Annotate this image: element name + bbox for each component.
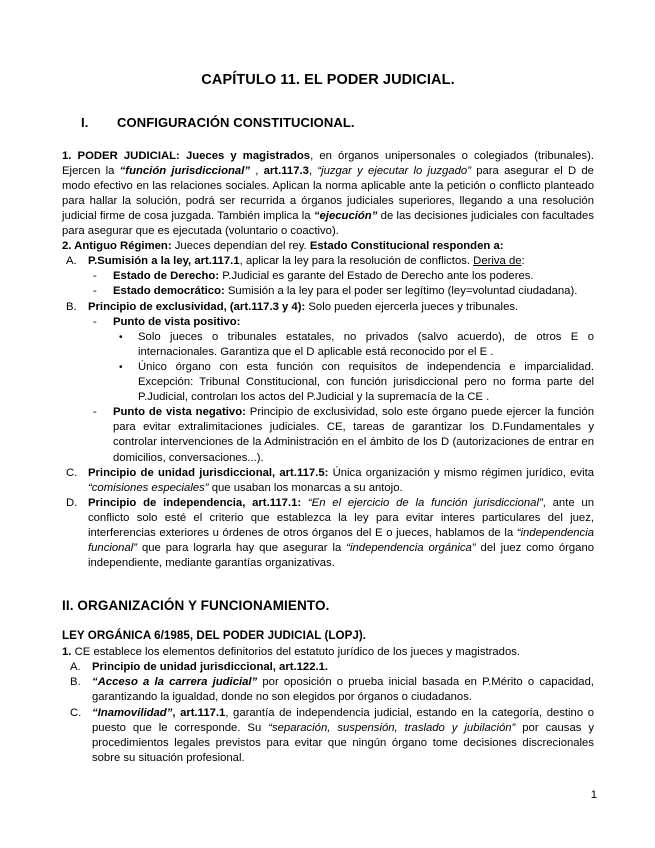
text-fragment: por oposición o prueba inicial basada en P.Mérito o capacidad, garantizando la igualdad, donde no son elegidos por órganos o ciudadanos. (92, 676, 594, 704)
text-fragment: del juez como órgano independiente, mediante garantías organizativas. (88, 542, 595, 570)
paragraph-antiguo-regimen (62, 239, 594, 254)
text-fragment: P.Judicial es garante del Estado de Derecho ante los poderes. (219, 270, 534, 283)
list-marker: C. (66, 466, 78, 479)
term-acceso-carrera-judicial: “Acceso a la carrera judicial” (92, 676, 258, 689)
page-title: CAPÍTULO 11. EL PODER JUDICIAL. (201, 72, 455, 88)
text-fragment: Única organización y mismo régimen jurídico, evita (328, 466, 594, 479)
text-fragment: , en órganos unipersonales o colegiados (tribunales). Ejercen la (62, 149, 594, 177)
text-fragment: Jueces dependían del rey. (171, 240, 310, 253)
page-content (62, 0, 594, 766)
list-marker: C. (70, 706, 82, 719)
list-item-A-sumision-ley (62, 254, 594, 269)
list-item-B-acceso-carrera-judicial (62, 675, 594, 705)
list-marker: D. (66, 496, 78, 509)
text-fragment: Único órgano con esta función con requisitos de independencia e imparcialidad. Excepción: Tribunal Constitucional, con función jurisdiccional pero no forma parte del P.Judicial, controlan los actos del P.Judicial y la supremacía de la CE . (138, 360, 594, 404)
term-inamovilidad: “Inamovilidad” (92, 706, 173, 719)
page-number: 1 (590, 789, 597, 801)
list-item-bullet-unico-organo (62, 360, 594, 405)
list-marker: A. (70, 661, 81, 674)
paragraph-label: 2. Antiguo Régimen: (62, 240, 172, 253)
term-art-117-3: art.117.3 (263, 164, 309, 177)
text-estado-constitucional: Estado Constitucional responden a: (309, 240, 504, 253)
item-title: Punto de vista negativo: (113, 406, 246, 419)
list-item-C-unidad-jurisdiccional (62, 466, 594, 496)
text-fragment: Principio de exclusividad, solo este órgano puede ejercer la función para evitar extralimitaciones judiciales. CE, tareas de garantizar los D.Fundamentales y controlar intervenciones de la Administración en el ámbito de los D (autorizaciones de entrar en domicilios, conversaciones...). (113, 406, 594, 464)
bullet-icon: • (119, 361, 123, 373)
list-item-estado-de-derecho (62, 269, 594, 284)
text-fragment: de las decisiones judiciales con facultades para asegurar que es ejecutada (voluntario o coactivo). (62, 210, 594, 238)
item-title: Principio de unidad jurisdiccional, art.122.1. (92, 661, 329, 674)
list-marker: - (93, 285, 97, 298)
paragraph-poder-judicial (62, 132, 594, 240)
list-marker: A. (66, 255, 77, 268)
term-funcion-jurisdiccional: “función jurisdiccional” (119, 164, 250, 177)
list-marker: B. (70, 676, 81, 689)
term-ejecucion: “ejecución” (313, 210, 378, 223)
paragraph-label: 1. (62, 646, 72, 659)
item-title: P.Sumisión a la ley, art.117.1 (88, 255, 240, 268)
text-fragment: , aplicar la ley para la resolución de conflictos. (239, 255, 474, 268)
quote-independencia-organica: “independencia orgánica” (346, 542, 476, 555)
text-fragment: que usaban los monarcas a su antojo. (208, 481, 403, 494)
text-fragment: , (308, 164, 318, 177)
list-item-punto-vista-negativo (62, 405, 594, 465)
term-art-117-1: , art.117.1 (172, 706, 226, 719)
bullet-icon: • (119, 331, 123, 343)
section-heading-configuracion-constitucional (62, 89, 594, 131)
list-item-D-independencia (62, 496, 594, 571)
list-item-C-inamovilidad (62, 706, 594, 766)
list-marker: - (93, 315, 97, 328)
quote-juzgar-ejecutar: “juzgar y ejecutar lo juzgado” (317, 164, 471, 177)
text-deriva-de: Deriva de (473, 255, 522, 268)
text-fragment: , ante un conflicto solo esté el criterio que establezca la ley para evitar interes particulares del juez, interferencias exteriores u órdenes de otros órganos del E o jueces, hablamos de la (88, 496, 594, 539)
text-fragment: Solo pueden ejercerla jueces y tribunales. (305, 300, 519, 313)
section-heading-text: CONFIGURACIÓN CONSTITUCIONAL. (117, 115, 355, 131)
list-item-A-unidad-jurisdiccional-122 (62, 660, 594, 675)
quote-separacion-suspension: “separación, suspensión, traslado y jubilación” (268, 721, 516, 734)
list-item-B-exclusividad (62, 300, 594, 315)
quote-ejercicio-funcion: “En el ejercicio de la función jurisdiccional” (307, 496, 543, 509)
item-title: Principio de independencia, art.117.1: (88, 496, 302, 509)
section-heading-organizacion-funcionamiento: II. ORGANIZACIÓN Y FUNCIONAMIENTO. (62, 598, 330, 614)
item-title: Estado de Derecho: (113, 270, 220, 283)
text-fragment: Sumisión a la ley para el poder ser legítimo (ley=voluntad ciudadana). (224, 285, 578, 298)
section-number: I. (81, 115, 89, 131)
text-fragment: , (250, 164, 264, 177)
paragraph-ce-establece (62, 643, 594, 660)
quote-independencia-funcional: “independencia funcional” (88, 526, 594, 555)
term-jueces-magistrados: Jueces y magistrados (185, 149, 311, 162)
text-fragment: , garantía de independencia judicial, estando en la categoría, destino o puesto que le corresponde. Su (92, 706, 594, 734)
text-fragment: para asegurar el D de modo efectivo en las relaciones sociales. Aplican la norma aplicable ante la petición o conflicto planteado para hallar la solución, podrá ser recurrida a órganos judiciales superiores, llegando a una resolución judicial firme de cosa juzgada. También implica la (62, 164, 594, 223)
quote-comisiones-especiales: “comisiones especiales” (88, 481, 209, 494)
text-fragment: : (521, 255, 525, 268)
text-fragment: CE establece los elementos definitorios del estatuto jurídico de los jueces y magistrados. (71, 646, 521, 659)
text-fragment: que para lograrla hay que asegurar la (136, 542, 347, 555)
item-title: Principio de unidad jurisdiccional, art.117.5: (88, 466, 329, 479)
list-marker: B. (66, 300, 77, 313)
list-item-estado-democratico (62, 284, 594, 299)
list-item-punto-vista-positivo (62, 315, 594, 330)
item-title: Estado democrático: (113, 285, 225, 298)
list-marker: - (93, 270, 97, 283)
item-title: Punto de vista positivo: (113, 315, 241, 328)
list-item-bullet-solo-jueces (62, 330, 594, 360)
subheading-ley-organica: LEY ORGÁNICA 6/1985, DEL PODER JUDICIAL (LOPJ). (62, 629, 367, 643)
list-marker: - (93, 406, 97, 419)
paragraph-label: 1. PODER JUDICIAL: (62, 149, 180, 162)
text-fragment: por causas y procedimientos legales previstos para evitar que ningún órgano tome decisiones discrecionales sobre su situación profesional. (92, 721, 595, 764)
item-title: Principio de exclusividad, (art.117.3 y 4): (88, 300, 306, 313)
text-fragment: Solo jueces o tribunales estatales, no privados (salvo acuerdo), de otros E o internacionales. Garantiza que el D aplicable está reconocido por el E . (138, 330, 594, 358)
